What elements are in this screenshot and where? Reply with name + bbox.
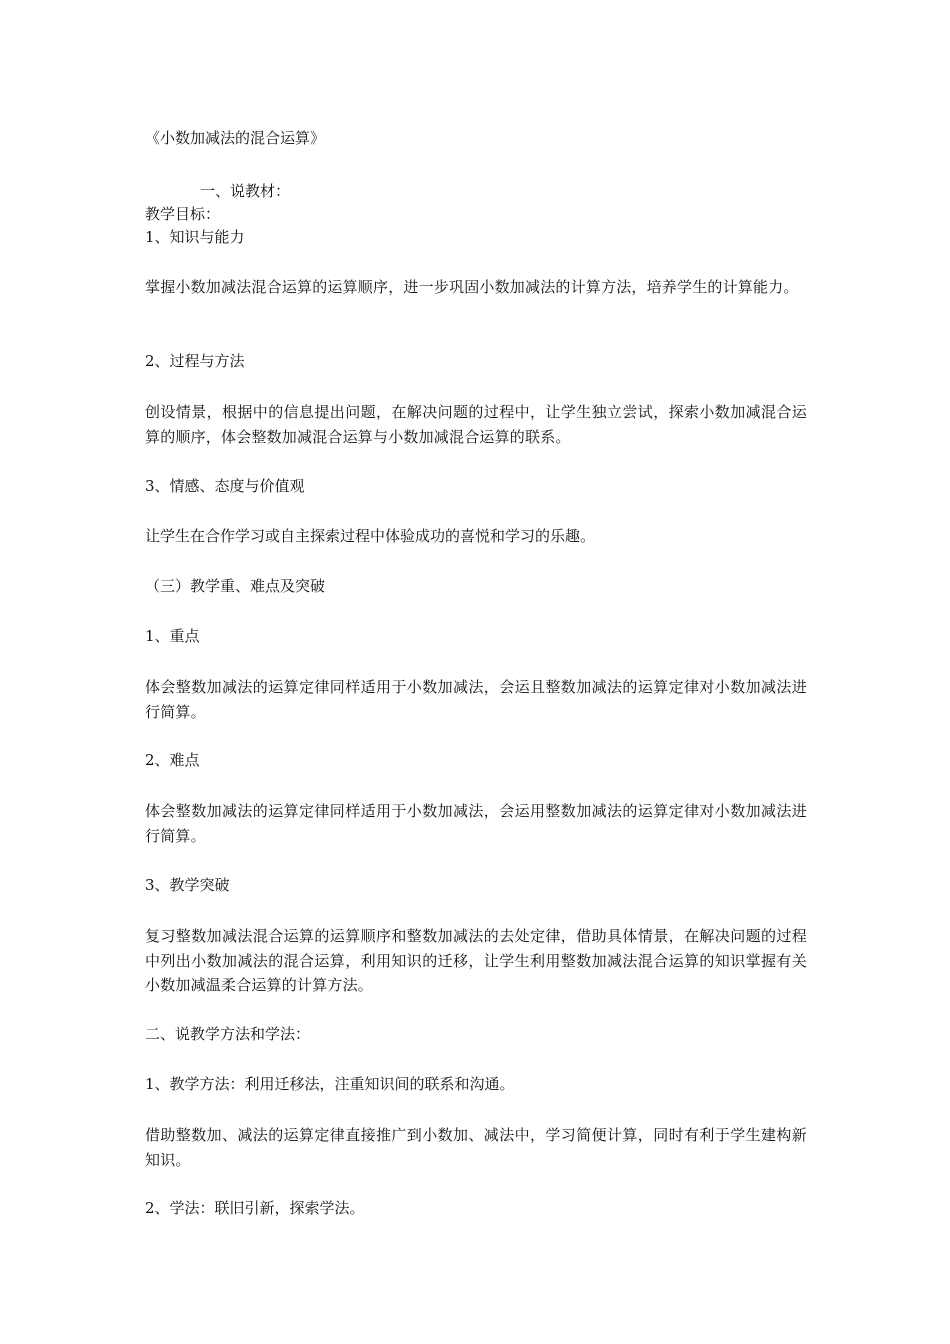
key-point-heading: 1、重点 [145,627,200,645]
section-heading-key-points: （三）教学重、难点及突破 [145,577,326,595]
goal-process-text: 创设情景，根据中的信息提出问题，在解决问题的过程中，让学生独立尝试，探索小数加减混合运算的顺序，体会整数加减混合运算与小数加减混合运算的联系。 [145,403,807,446]
section-heading-methods: 二、说教学方法和学法： [145,1025,311,1043]
goal-knowledge-heading: 1、知识与能力 [145,228,245,246]
document-title: 《小数加减法的混合运算》 [145,129,326,147]
breakthrough-heading: 3、教学突破 [145,876,230,894]
teaching-method-heading: 1、教学方法：利用迁移法，注重知识间的联系和沟通。 [145,1075,515,1093]
breakthrough-text: 复习整数加减法混合运算的运算顺序和整数加减法的去处定律，借助具体情景，在解决问题的过程中列出小数加减法的混合运算，利用知识的迁移，让学生利用整数加减法混合运算的知识掌握有关小数加减温柔合运算的计算方法。 [145,927,807,994]
teaching-goals-label: 教学目标： [145,205,221,223]
learning-method-heading: 2、学法：联旧引新，探索学法。 [145,1199,365,1217]
teaching-method-text: 借助整数加、减法的运算定律直接推广到小数加、减法中，学习简便计算，同时有利于学生建构新知识。 [145,1126,807,1169]
goal-knowledge-text: 掌握小数加减法混合运算的运算顺序，进一步巩固小数加减法的计算方法，培养学生的计算能力。 [145,278,799,296]
goal-emotion-heading: 3、情感、态度与价值观 [145,477,305,495]
difficulty-heading: 2、难点 [145,751,200,769]
section-heading-textbook: 一、说教材： [200,182,291,200]
goal-process-heading: 2、过程与方法 [145,352,245,370]
goal-emotion-text: 让学生在合作学习或自主探索过程中体验成功的喜悦和学习的乐趣。 [145,527,596,545]
key-point-text: 体会整数加减法的运算定律同样适用于小数加减法，会运且整数加减法的运算定律对小数加减法进行简算。 [145,678,807,721]
difficulty-text: 体会整数加减法的运算定律同样适用于小数加减法，会运用整数加减法的运算定律对小数加减法进行简算。 [145,802,807,845]
